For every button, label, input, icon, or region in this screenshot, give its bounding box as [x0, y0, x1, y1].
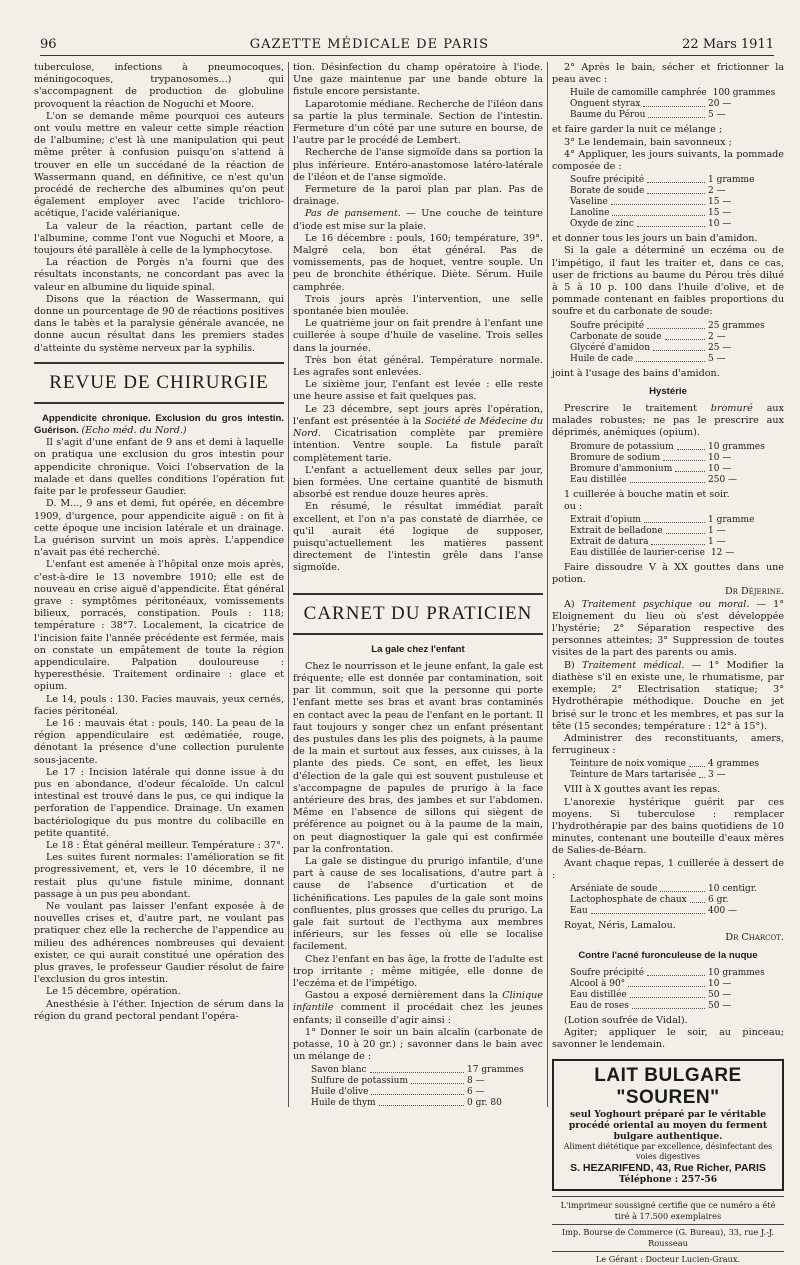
paragraph: Laparotomie médiane. Recherche de l'iléon dans sa partie la plus terminale. Section de l'intestin. Fermeture d'un côté par une suture en bourse, de l'autre par le procédé de Lembert.	[293, 98, 543, 147]
paragraph: joint à l'usage des bains d'amidon.	[552, 367, 720, 379]
ingredient-quantity: 8 —	[467, 1076, 485, 1087]
paragraph	[552, 599, 784, 660]
ingredient-quantity: 15 —	[708, 197, 732, 208]
paragraph	[293, 404, 543, 465]
prescription-row	[570, 175, 784, 186]
paragraph: Anesthésie à l'éther. Injection de sérum dans la région du grand pectoral pendant l'opéra-	[34, 998, 284, 1022]
text-run: A)	[564, 598, 582, 610]
ad-text: Aliment diététique par excellence, désinfectant des voies digestives	[563, 1142, 773, 1162]
ingredient-quantity: 10 —	[708, 219, 732, 230]
ingredient-name: Glycéré d'amidon	[570, 342, 650, 353]
paragraph: Avant chaque repas, 1 cuillerée à dessert de :	[552, 857, 784, 881]
dot-leader	[666, 526, 705, 534]
prescription	[570, 884, 784, 917]
dot-leader	[611, 197, 705, 205]
ingredient-name: Soufre précipité	[570, 320, 645, 331]
ingredient-quantity: 1 —	[708, 537, 726, 548]
emphasis: Clinique infantile	[293, 990, 543, 1014]
paragraph: Recherche de l'anse sigmoïde dans sa portion la plus inférieure. Entéro-anastomose latéro-latérale de l'iléon et de l'anse sigmoïde.	[293, 147, 543, 183]
journal-title: GAZETTE MÉDICALE DE PARIS	[249, 37, 489, 52]
ingredient-quantity: 10 —	[708, 463, 732, 474]
paragraph: ou :	[564, 500, 583, 512]
paragraph: Chez le nourrisson et le jeune enfant, la gale est fréquente; elle est donnée par contamination, soit par lit commun, soit que la personne qui porte l'enfant mette ses bras et avant bras contaminés en contact avec la peau de l'enfant en le portant. Il faut toujours y songer chez un enfant présentant des pustules dans les plis des poignets, à la paume de la main et surtout aux fesses, aux cuisses, à la plante des pieds. Ce sont, en effet, les lieux d'élection de la gale qui est souvent pustuleuse et s'accompagne de papules de prurigo à la face antérieure des bras, des jambes et sur l'abdomen. Même en l'absence de sillons qui siègent de préférence au poignet ou à la paume de la main, on peut diagnostiquer la gale qui est confirmée par la confrontation.	[293, 660, 543, 855]
paragraph	[293, 208, 543, 232]
advertisement	[552, 1059, 784, 1191]
ingredient-quantity: 3 —	[708, 770, 726, 781]
paragraph: Le 17 : Incision latérale qui donne issue à du pus en abondance, d'odeur fécaloïde. Un calcul intestinal est trouvé dans le pus, ce qui indique la perforation de l'appendice. Drainage. Un examen bactériologique du pus montre du colibacille en petite quantité.	[34, 766, 284, 839]
prescription-row	[570, 354, 784, 365]
article-title-text: Appendicite chronique. Exclusion du gros intestin. Guérison.	[34, 412, 284, 437]
ingredient-name: Bromure d'ammonium	[570, 463, 673, 474]
dot-leader	[677, 442, 705, 450]
paragraph: Le 15 décembre, opération.	[46, 986, 181, 998]
prescription-row	[570, 537, 784, 548]
ingredient-quantity: 6 gr.	[708, 894, 729, 905]
issue-date: 22 Mars 1911	[682, 37, 774, 52]
text-run: — 1° Eloignement du lieu où s'est développée l'hystérie; 2° Séparation respective des personnes atteintes; 3° Suppression de toutes visites de la part des parents ou amis.	[552, 598, 784, 659]
paragraph: (Lotion soufrée de Vidal).	[564, 1014, 688, 1026]
ingredient-name: Vaseline	[570, 197, 608, 208]
ingredient-quantity: 10 —	[708, 452, 732, 463]
paragraph: Chez l'enfant en bas âge, la frotte de l'adulte est trop irritante ; même mitigée, elle donne de l'eczéma et de l'impétigo.	[293, 953, 543, 990]
dot-leader	[637, 219, 705, 227]
dot-leader	[612, 208, 705, 216]
ingredient-quantity: 100 grammes	[712, 88, 776, 99]
ingredient-quantity: 50 —	[708, 1000, 732, 1011]
ingredient-quantity: 5 —	[708, 110, 726, 121]
paragraph	[552, 403, 784, 440]
dot-leader	[379, 1098, 464, 1106]
ingredient-quantity: 250 —	[708, 474, 738, 485]
paragraph: La valeur de la réaction, partant celle de l'albumine, comme l'ont vue Noguchi et Moore, a toujours été parallèle à celle de la lymphocytose.	[34, 220, 284, 257]
ingredient-name: Extrait de datura	[570, 537, 649, 548]
dot-leader	[647, 321, 705, 329]
prescription-row	[570, 884, 784, 895]
ingredient-quantity: 2 —	[708, 331, 726, 342]
ingredient-name: Borate de soude	[570, 186, 645, 197]
gerant-line: Le Gérant : Docteur Lucien-Graux.	[552, 1251, 784, 1265]
dot-leader	[660, 884, 705, 892]
ingredient-quantity: 12 —	[710, 548, 735, 559]
text-run: aux malades robustes; ne pas le prescrire aux déprimés, anémiques (opium).	[552, 403, 784, 439]
ingredient-quantity: 1 gramme	[708, 175, 755, 186]
dot-leader	[370, 1065, 464, 1073]
paragraph: 1° Donner le soir un bain alcalin (carbonate de potasse, 10 à 20 gr.) ; savonner dans le bain avec un mélange de :	[293, 1026, 543, 1063]
prescription-row	[570, 526, 784, 537]
paragraph: tion. Désinfection du champ opératoire à l'iode. Une gaze maintenue par une bande obture la fistule encore persistante.	[293, 62, 543, 98]
ingredient-name: Eau distillée de laurier-cerise	[570, 548, 705, 559]
ingredient-quantity: 1 gramme	[708, 515, 755, 526]
ingredient-quantity: 17 grammes	[467, 1065, 524, 1076]
ingredient-name: Huile de thym	[311, 1098, 376, 1109]
paragraph: Royat, Néris, Lamalou.	[564, 919, 676, 931]
prescription-row	[570, 895, 784, 906]
dot-leader	[591, 906, 705, 914]
dot-leader	[663, 453, 705, 461]
dot-leader	[643, 99, 705, 107]
prescription-row	[570, 548, 784, 559]
column-3	[552, 62, 784, 1265]
subsection-heading: La gale chez l'enfant	[371, 643, 465, 655]
paragraph: Le 16 : mauvais état : pouls, 140. La peau de la région appendiculaire est œdématiée, rouge, dénotant la présence d'une collection purulente sous-jacente.	[34, 717, 284, 766]
column-1	[34, 62, 284, 1112]
prescription	[570, 968, 784, 1012]
emphasis: bromuré	[710, 403, 753, 415]
prescription-row	[570, 979, 784, 990]
paragraph: Très bon état général. Température normale. Les agrafes sont enlevées.	[293, 354, 543, 379]
emphasis: Société de Médecine du Nord	[293, 415, 543, 440]
prescription-row	[570, 759, 784, 770]
prescription-row	[570, 475, 784, 486]
paragraph: 3° Le lendemain, bain savonneux ;	[564, 136, 732, 148]
paragraph: En résumé, le résultat immédiat paraît excellent, et l'on n'a pas constaté de diarrhée, ce qu'il aurait été logique de supposer, puisqu'actuellement les matières passent directement de l'intestin grêle dans l'anse sigmoïde.	[293, 501, 543, 574]
ad-headline: LAIT BULGARE "SOUREN"	[594, 1065, 742, 1109]
ingredient-name: Bromure de potassium	[570, 441, 674, 452]
prescription-row	[311, 1087, 543, 1098]
paragraph: L'enfant a actuellement deux selles par jour, bien formées. Une certaine quantité de bismuth absorbé est rendue douze heures après.	[293, 464, 543, 501]
paragraph: Le 14, pouls : 130. Facies mauvais, yeux cernés, facies péritonéal.	[34, 693, 284, 717]
prescription-row	[570, 968, 784, 979]
signature: Dr Charcot.	[725, 932, 784, 944]
section-heading: CARNET DU PRATICIEN	[293, 593, 543, 635]
dot-leader	[675, 464, 705, 472]
ingredient-quantity: 0 gr. 80	[467, 1098, 502, 1109]
prescription	[570, 88, 784, 121]
prescription-row	[570, 186, 784, 197]
emphasis: Traitement médical.	[581, 659, 685, 671]
text-run: . Cicatrisation complète par première intention. Ventre souple. La fistule paraît complètement tarie.	[293, 428, 543, 464]
paragraph: Le 16 décembre : pouls, 160; température, 39°. Malgré cela, bon état général. Pas de vomissements, pas de hoquet, ventre souple. Un peu de bronchite éthérique. Diète. Sérum. Huile camphrée.	[293, 232, 543, 293]
paragraph: D. M..., 9 ans et demi, fut opérée, en décembre 1909, d'urgence, pour appendicite aiguë : on fit à cette époque une incision latérale et un drainage. La guérison survint un mois après. L'appendice n'avait pas été recherché.	[34, 498, 284, 559]
dot-leader	[647, 186, 705, 194]
ingredient-quantity: 10 grammes	[708, 967, 765, 978]
paragraph	[293, 990, 543, 1027]
paragraph: Les suites furent normales: l'amélioration se fit progressivement, et, vers le 10 décembre, il ne restait plus qu'une fistule minime, donnant passage à un pus peu abondant.	[34, 852, 284, 900]
paragraph: Trois jours après l'intervention, une selle spontanée bien moulée.	[293, 293, 543, 318]
paragraph: 2° Après le bain, sécher et frictionner la peau avec :	[552, 62, 784, 86]
dot-leader	[371, 1087, 464, 1095]
ingredient-quantity: 25 —	[708, 342, 732, 353]
prescription-row	[570, 88, 784, 99]
prescription-row	[570, 110, 784, 121]
ingredient-name: Eau de roses	[570, 1000, 629, 1011]
section-heading: REVUE DE CHIRURGIE	[34, 362, 284, 404]
prescription	[570, 442, 784, 486]
dot-leader	[636, 354, 705, 362]
column-divider	[547, 62, 548, 1107]
ingredient-name: Bromure de sodium	[570, 452, 661, 463]
ingredient-name: Teinture de noix vomique	[570, 759, 686, 770]
printer-line: Imp. Bourse de Commerce (G. Bureau), 33, rue J.-J. Rousseau	[552, 1224, 784, 1248]
ingredient-quantity: 2 —	[708, 186, 726, 197]
ingredient-name: Soufre précipité	[570, 967, 645, 978]
dot-leader	[632, 1001, 705, 1009]
ingredient-name: Arséniate de soude	[570, 883, 658, 894]
dot-leader	[647, 175, 705, 183]
prescription-row	[570, 343, 784, 354]
text-run: Prescrire le traitement	[564, 403, 711, 415]
ingredient-quantity: 6 —	[467, 1087, 485, 1098]
ingredient-quantity: 10 centigr.	[708, 883, 757, 894]
prescription	[311, 1065, 543, 1109]
ingredient-name: Lactophosphate de chaux	[570, 894, 687, 905]
emphasis: Pas de pansement.	[305, 208, 401, 220]
ad-phone: Téléphone : 257-56	[618, 1174, 718, 1186]
ad-text: seul Yoghourt préparé par le véritable procédé oriental au moyen du ferment bulgare authentique.	[568, 1109, 768, 1143]
paragraph: L'on se demande même pourquoi ces auteurs ont voulu mettre en valeur cette simple réaction de l'albumine; c'est là une manipulation qui peut même prêter à confusion puisqu'on s'attend à trouver en elle un succédané de la réaction de Wassermann quand, en définitive, ce n'est qu'un procédé de recherche des albumines qu'on peut également employer avec l'acide trichloro-acétique, l'acide valérianique.	[34, 110, 284, 220]
text-run: Le 23 décembre, sept jours après l'opération, l'enfant est présentée à la	[293, 403, 543, 427]
dot-leader	[690, 895, 705, 903]
prescription	[570, 321, 784, 365]
ingredient-quantity: 4 grammes	[708, 759, 760, 770]
dot-leader	[628, 979, 705, 987]
paragraph: tuberculose, infections à pneumocoques, méningocoques, trypanosomes...) qui s'accompagnent de production de globuline provoquent la réaction de Noguchi et Moore.	[34, 62, 284, 110]
article-source: (Echo méd. du Nord.)	[81, 425, 187, 437]
paragraph: et faire garder la nuit ce mélange ;	[552, 124, 723, 136]
ingredient-quantity: 10 —	[708, 978, 732, 989]
paragraph: 4° Appliquer, les jours suivants, la pommade composée de :	[552, 148, 784, 173]
article-title	[34, 413, 284, 437]
paragraph: La réaction de Porgès n'a fourni que des résultats inconstants, ne concordant pas avec la valeur en albumine du liquide spinal.	[34, 257, 284, 293]
paragraph: L'enfant est amenée à l'hôpital onze mois après, c'est-à-dire le 13 novembre 1910; elle est de nouveau en crise aiguë d'appendicite. État général grave : symptômes péritonéaux, vomissements bilieux, porracés, constipation. Pouls : 118; température : 38°7. Localement, la cicatrice de l'incision faite l'année précédente est fermée, mais on constate un empâtement de toute la région appendiculaire. Palpation douloureuse : hyperesthésie. Traitement ordinaire : glace et opium.	[34, 559, 284, 693]
ingredient-quantity: 1 —	[708, 526, 726, 537]
ingredient-name: Extrait d'opium	[570, 515, 641, 526]
dot-leader	[665, 332, 705, 340]
print-run-notice: L'imprimeur soussigné certifie que ce numéro a été tiré à 17.500 exemplaires	[552, 1196, 784, 1221]
paragraph: 1 cuillerée à bouche matin et soir.	[564, 488, 730, 500]
paragraph: Le 18 : État général meilleur. Température : 37°.	[46, 839, 284, 851]
ingredient-name: Lanoline	[570, 208, 610, 219]
dot-leader	[630, 990, 705, 998]
ingredient-name: Huile de cade	[570, 353, 634, 364]
text-run: — 1° Modifier la diathèse s'il en existe une, le rhumatisme, par exemple; 2° Electrisation statique; 3° Hydrothérapie méthodique. Douche en jet brisé sur le tronc et les membres, et pas sur la tête (15 secondes; température : 12° à 15°).	[552, 659, 784, 732]
paragraph: Faire dissoudre V à XX gouttes dans une potion.	[552, 562, 784, 586]
paragraph: Administrer des reconstituants, amers, ferrugineux :	[552, 732, 784, 757]
ingredient-name: Baume du Pérou	[570, 110, 646, 121]
signature: Dr Déjerine.	[724, 586, 784, 598]
prescription-row	[570, 219, 784, 230]
prescription-row	[570, 197, 784, 208]
prescription-row	[570, 1001, 784, 1012]
paragraph: La gale se distingue du prurigo infantile, d'une part à cause de ses localisations, d'autre part à cause de l'absence d'urtication et de lichénifications. Les papules de la gale sont moins confluentes, plus grosses que celles du prurigo. La gale fait surtout de l'ecthyma aux membres inférieurs, sur les fesses où elle se localise facilement.	[293, 855, 543, 953]
prescription-row	[570, 770, 784, 781]
ingredient-quantity: 25 grammes	[708, 320, 765, 331]
paragraph: L'anorexie hystérique guérit par ces moyens. Si tuberculose : remplacer l'hydrothérapie par des bains quotidiens de 10 minutes, contenant une bouteille d'eaux mères de Salies-de-Béarn.	[552, 796, 784, 857]
text-run: Gastou a exposé dernièrement dans la	[305, 990, 503, 1002]
ingredient-quantity: 400 —	[708, 905, 738, 916]
ingredient-name: Alcool à 90°	[570, 978, 626, 989]
prescription	[570, 515, 784, 559]
ingredient-quantity: 20 —	[708, 99, 732, 110]
ingredient-name: Carbonate de soude	[570, 331, 662, 342]
column-divider	[288, 62, 289, 1107]
dot-leader	[689, 759, 705, 767]
text-run: — Une couche de teinture d'iode est mise sur la plaie.	[293, 208, 543, 232]
ingredient-name: Extrait de belladone	[570, 526, 663, 537]
ingredient-name: Huile de camomille camphrée	[570, 88, 707, 99]
prescription-row	[311, 1065, 543, 1076]
prescription-row	[311, 1076, 543, 1087]
ingredient-name: Onguent styrax	[570, 99, 641, 110]
prescription-row	[570, 99, 784, 110]
paragraph: VIII à X gouttes avant les repas.	[564, 784, 721, 796]
dot-leader	[653, 343, 705, 351]
ad-address: S. HEZARIFEND, 43, Rue Richer, PARIS	[570, 1162, 766, 1175]
paragraph	[552, 660, 784, 733]
prescription	[570, 175, 784, 230]
emphasis: Traitement psychique ou moral.	[581, 598, 750, 610]
subsection-heading: Contre l'acné furonculeuse de la nuque	[578, 950, 758, 962]
ingredient-name: Sulfure de potassium	[311, 1076, 409, 1087]
page-number: 96	[40, 37, 57, 52]
ingredient-name: Eau	[570, 905, 588, 916]
ingredient-name: Eau distillée	[570, 989, 627, 1000]
prescription-row	[570, 906, 784, 917]
ingredient-name: Huile d'olive	[311, 1087, 369, 1098]
dot-leader	[651, 537, 705, 545]
ingredient-name: Oxyde de zinc	[570, 219, 634, 230]
dot-leader	[630, 475, 705, 483]
prescription-row	[570, 321, 784, 332]
prescription-row	[570, 442, 784, 453]
ingredient-quantity: 10 grammes	[708, 441, 765, 452]
paragraph: Si la gale a déterminé un eczéma ou de l'impétigo, il faut les traiter et, dans ce cas, user de frictions au baume du Pérou très dilué à 5 à 10 p. 100 dans l'huile d'olive, et de pommade contenant en faibles proportions du soufre et du carbonate de soude:	[552, 245, 784, 318]
prescription-row	[570, 990, 784, 1001]
ingredient-quantity: 15 —	[708, 208, 732, 219]
page-header	[40, 34, 774, 56]
prescription	[570, 759, 784, 781]
dot-leader	[648, 110, 705, 118]
ingredient-name: Eau distillée	[570, 474, 627, 485]
dot-leader	[647, 968, 705, 976]
column-2	[293, 62, 543, 1112]
text-run: B)	[564, 659, 582, 671]
paragraph: et donner tous les jours un bain d'amidon.	[552, 233, 758, 245]
dot-leader	[699, 770, 705, 778]
prescription-row	[570, 208, 784, 219]
ingredient-name: Soufre précipité	[570, 175, 645, 186]
ingredient-quantity: 5 —	[708, 353, 726, 364]
subsection-heading: Hystérie	[649, 385, 687, 397]
ingredient-name: Savon blanc	[311, 1065, 367, 1076]
dot-leader	[411, 1076, 464, 1084]
paragraph: Le quatrième jour on fait prendre à l'enfant une cuillerée à soupe d'huile de vaseline. Trois selles dans la journée.	[293, 318, 543, 354]
prescription-row	[570, 332, 784, 343]
paragraph: Il s'agit d'une enfant de 9 ans et demi à laquelle on pratiqua une exclusion du gros intestin pour appendicite chronique. Voici l'observation de la malade et dans quelles conditions l'opération fut faite par le professeur Gaudier.	[34, 437, 284, 498]
paragraph: Ne voulant pas laisser l'enfant exposée à de nouvelles crises et, d'autre part, ne voulant pas pratiquer chez elle la recherche de l'appendice au milieu des adhérences nombreuses qui devaient exister, ce qui aurait constitué une opération des plus graves, le professeur Gaudier résolut de faire l'exclusion du gros intestin.	[34, 901, 284, 986]
paragraph: Le sixième jour, l'enfant est levée : elle reste une heure assise et fait quelques pas.	[293, 379, 543, 403]
dot-leader	[644, 515, 705, 523]
prescription-row	[311, 1098, 543, 1109]
prescription-row	[570, 464, 784, 475]
prescription-row	[570, 515, 784, 526]
paragraph: Disons que la réaction de Wassermann, qui donne un pourcentage de 90 de réactions positives dans le tabès et la paralysie générale avancée, ne donne aucun résultat dans les premiers stades d'atteinte du système nerveux par la syphilis.	[34, 293, 284, 354]
paragraph: Agiter; appliquer le soir, au pinceau; savonner le lendemain.	[552, 1026, 784, 1050]
prescription-row	[570, 453, 784, 464]
ingredient-name: Teinture de Mars tartarisée	[570, 770, 697, 781]
text-run: comment il procédait chez les jeunes enfants; il conseille d'agir ainsi :	[293, 1002, 543, 1026]
ingredient-quantity: 50 —	[708, 989, 732, 1000]
paragraph: Fermeture de la paroi plan par plan. Pas de drainage.	[293, 184, 543, 208]
